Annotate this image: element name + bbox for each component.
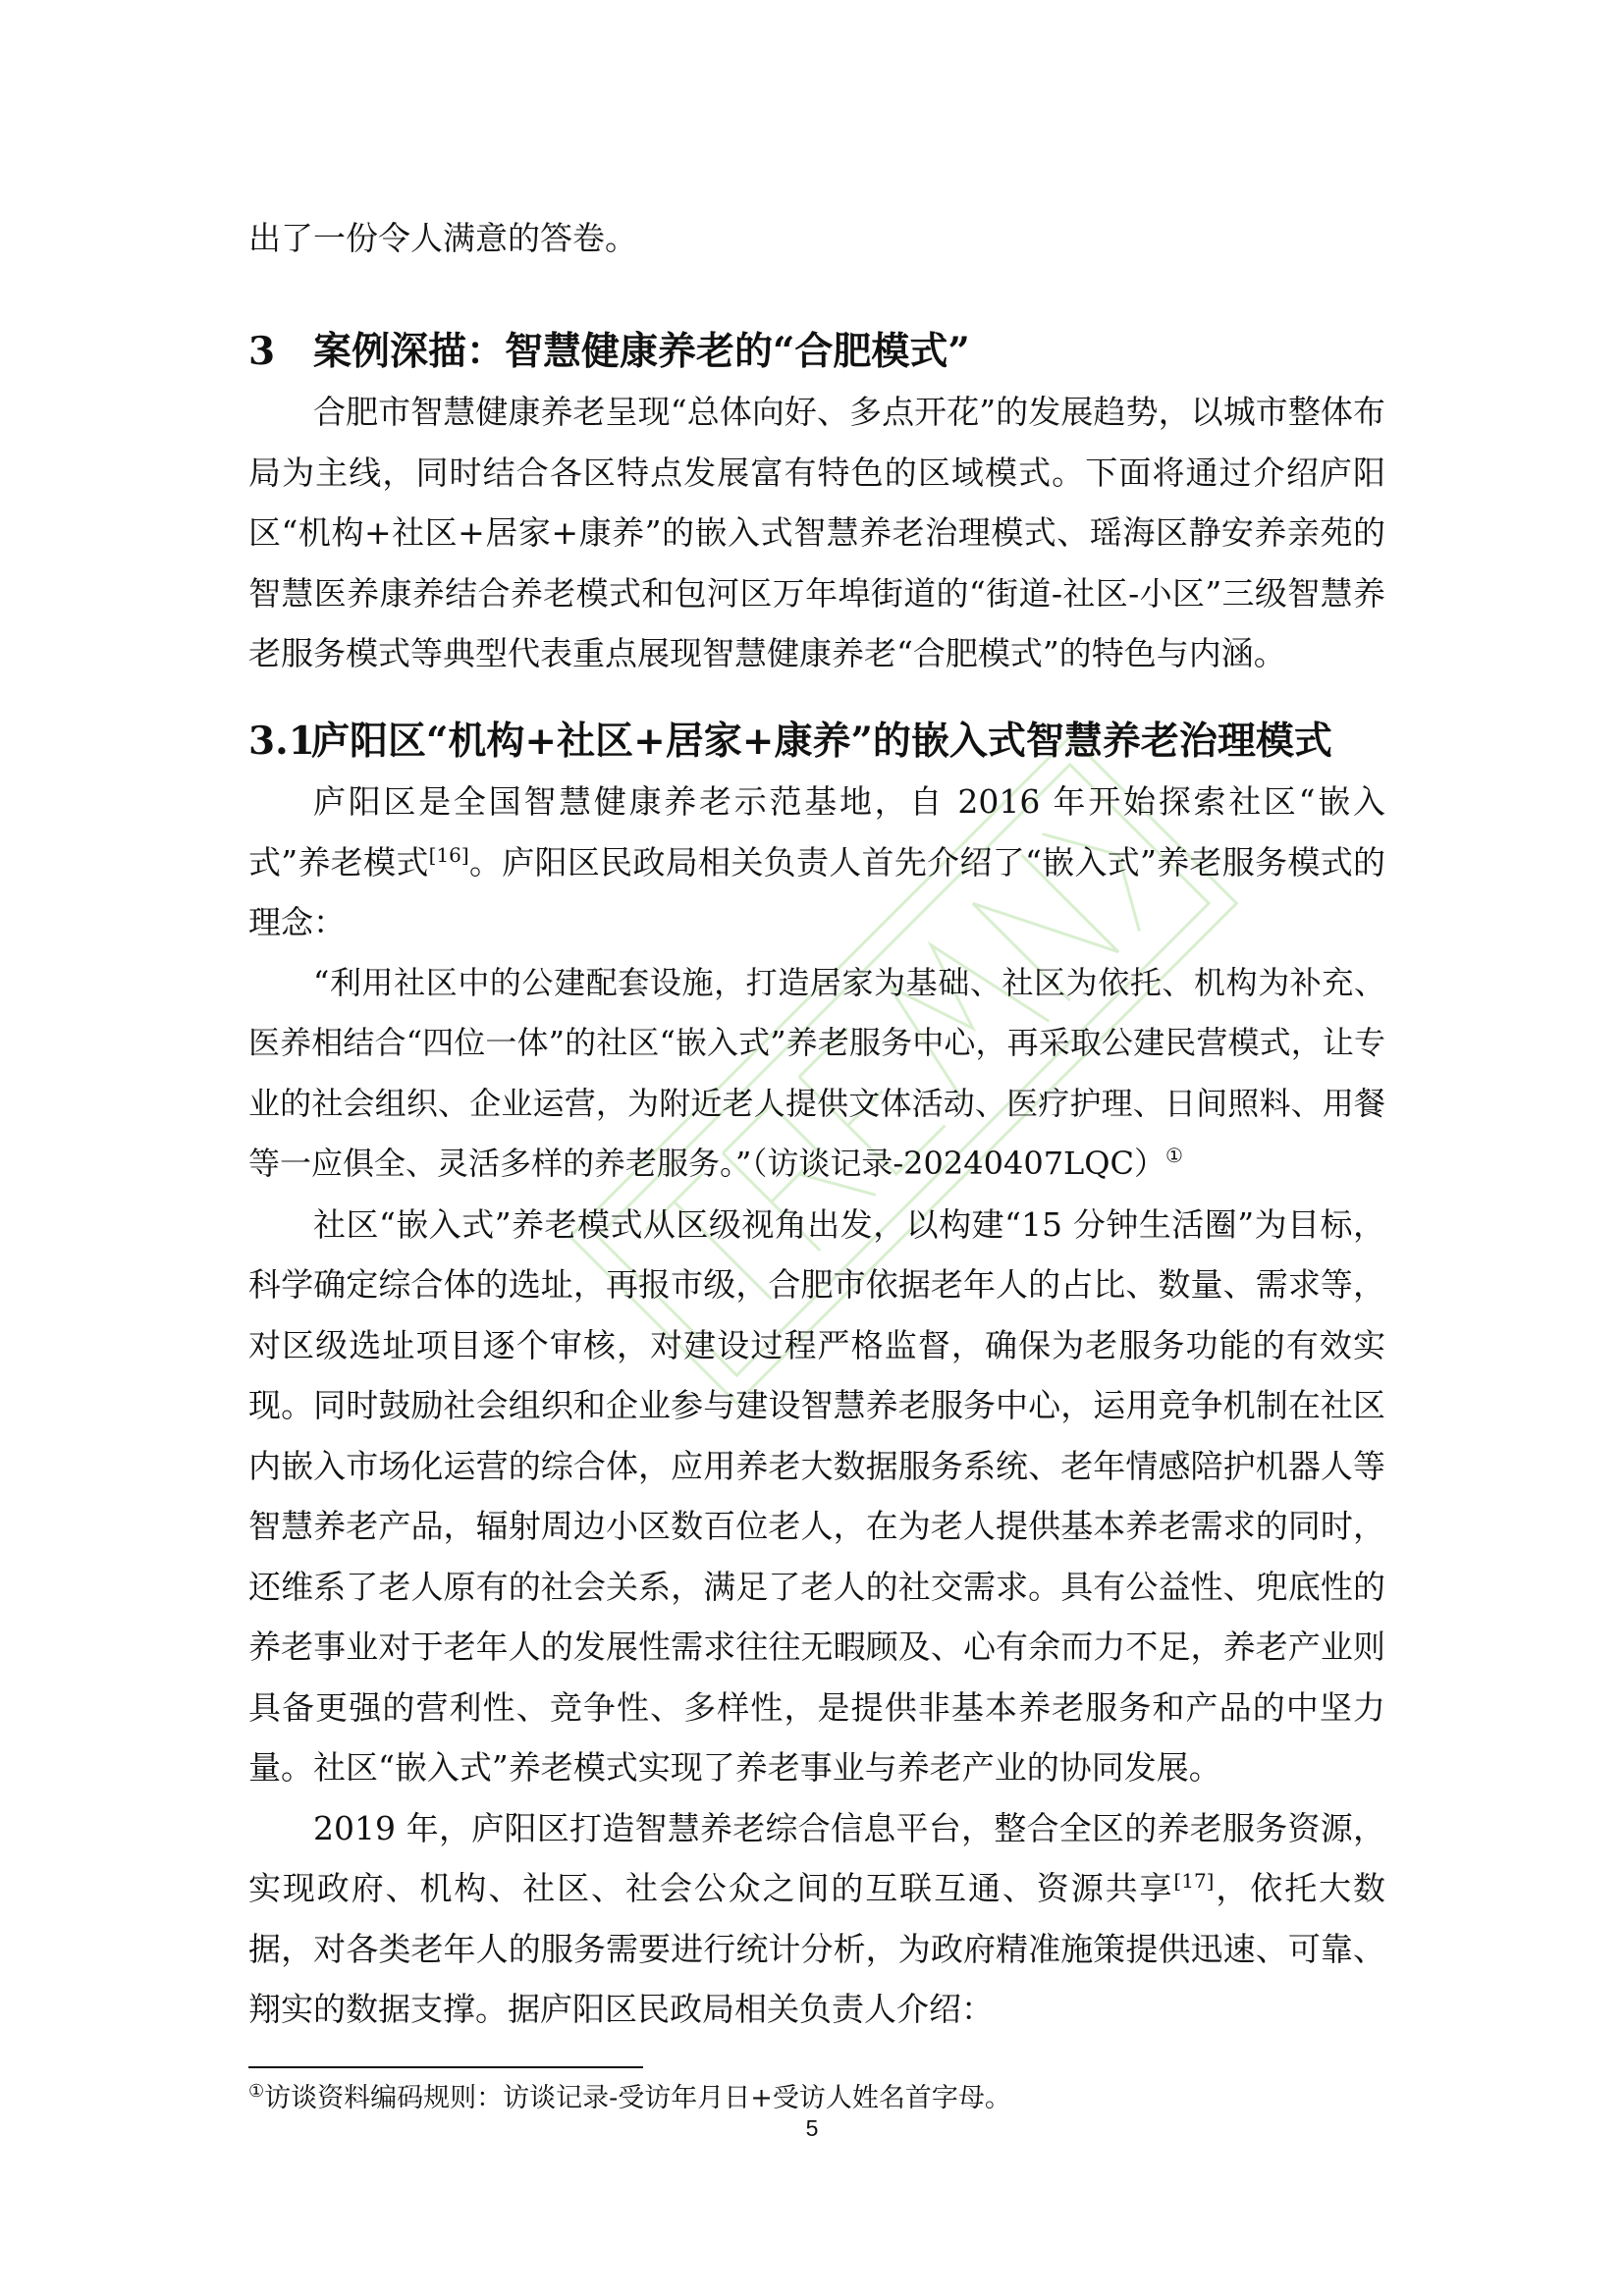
paragraph-text: ，依托大数据，对各类老年人的服务需要进行统计分析，为政府精准施策提供迅速、可靠、翔实的数据支撑。据庐阳区民政局相关负责人介绍：: [248, 1869, 1386, 2028]
paragraph-text: 庐阳区是全国智慧健康养老示范基地，自 2016 年开始探索社区“嵌入式”养老模式: [248, 782, 1385, 881]
page-number: 5: [805, 2115, 819, 2141]
footnote-divider: [248, 2066, 643, 2068]
citation-17: [17]: [1173, 1869, 1215, 1893]
interview-quote: [248, 953, 1385, 1195]
quote-text: “利用社区中的公建配套设施，打造居家为基础、社区为依托、机构为补充、医养相结合“四位一体”的社区“嵌入式”养老服务中心，再采取公建民营模式，让专业的社会组织、企业运营，为附近老人提供文体活动、医疗护理、日间照料、用餐等一应俱全、灵活多样的养老服务。”（访谈记录-20240407LQC）: [248, 963, 1385, 1182]
citation-16: [16]: [428, 842, 469, 867]
section-3-title: 案例深描：智慧健康养老的“合肥模式”: [313, 328, 970, 374]
section-3-heading: [248, 322, 1385, 383]
section-3-paragraph: 合肥市智慧健康养老呈现“总体向好、多点开花”的发展趋势，以城市整体布局为主线，同时结合各区特点发展富有特色的区域模式。下面将通过介绍庐阳区“机构+社区+居家+康养”的嵌入式智慧养老治理模式、瑶海区静安养亲苑的智慧医养康养结合养老模式和包河区万年埠街道的“街道-社区-小区”三级智慧养老服务模式等典型代表重点展现智慧健康养老“合肥模式”的特色与内涵。: [248, 393, 1385, 672]
section-3-1-title: 庐阳区“机构+社区+居家+康养”的嵌入式智慧养老治理模式: [311, 718, 1332, 764]
paragraph-text: 2019 年，庐阳区打造智慧养老综合信息平台，整合全区的养老服务资源，实现政府、机构、社区、社会公众之间的互联互通、资源共享: [248, 1808, 1385, 1907]
section-3-1-heading: [248, 712, 1385, 773]
main-text: [248, 208, 1385, 2040]
section-3-1-paragraph-3: [248, 1798, 1385, 2040]
intro-paragraph: 出了一份令人满意的答卷。: [248, 219, 637, 257]
footnote-mark: ①: [248, 2081, 265, 2102]
section-3-number: 3: [248, 328, 276, 374]
footnote-text: 访谈资料编码规则：访谈记录-受访年月日+受访人姓名首字母。: [264, 2083, 1011, 2113]
section-3-1-paragraph-2: 社区“嵌入式”养老模式从区级视角出发，以构建“15 分钟生活圈”为目标，科学确定综合体的选址，再报市级，合肥市依据老年人的占比、数量、需求等，对区级选址项目逐个审核，对建设过程严格监督，确保为老服务功能的有效实现。同时鼓励社会组织和企业参与建设智慧养老服务中心，运用竞争机制在社区内嵌入市场化运营的综合体，应用养老大数据服务系统、老年情感陪护机器人等智慧养老产品，辐射周边小区数百位老人，在为老人提供基本养老需求的同时，还维系了老人原有的社会关系，满足了老人的社交需求。具有公益性、兜底性的养老事业对于老年人的发展性需求往往无暇顾及、心有余而力不足，养老产业则具备更强的营利性、竞争性、多样性，是提供非基本养老服务和产品的中坚力量。社区“嵌入式”养老模式实现了养老事业与养老产业的协同发展。: [248, 1204, 1385, 1787]
paragraph-text: 。庐阳区民政局相关负责人首先介绍了“嵌入式”养老服务模式的理念：: [248, 842, 1385, 941]
section-3-1-number: 3.1: [248, 718, 315, 764]
section-3-1-paragraph-1: [248, 772, 1385, 953]
footnote-marker: ①: [1165, 1144, 1183, 1167]
footnote: [248, 2079, 1385, 2118]
